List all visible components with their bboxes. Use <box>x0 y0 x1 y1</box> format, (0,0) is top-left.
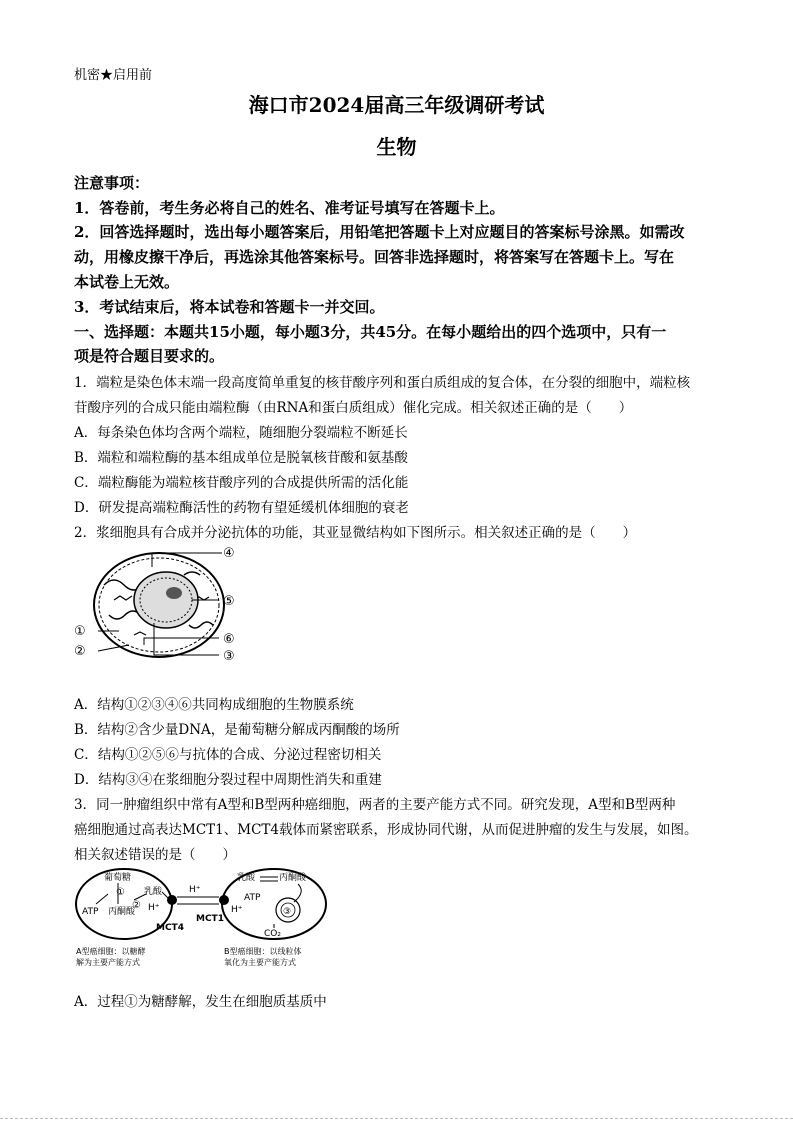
question-1-stem: 1．端粒是染色体末端一段高度简单重复的核苷酸序列和蛋白质组成的复合体，在分裂的细胞中，端粒核 <box>74 375 691 391</box>
cell-b-atp: ATP <box>244 893 261 903</box>
label-6: ⑥ <box>223 632 235 647</box>
notice-line: 1．答卷前，考生务必将自己的姓名、准考证号填写在答题卡上。 <box>74 199 505 217</box>
cell-a-pyruvate: 丙酮酸 <box>108 907 136 917</box>
question-3-stem: 相关叙述错误的是（ ） <box>74 847 236 863</box>
label-3: ③ <box>223 649 235 664</box>
notice-line: 本试卷上无效。 <box>74 273 180 291</box>
cell-b-h-ion-top: H⁺ <box>189 885 201 895</box>
cell-a-lactic-acid: 乳酸 <box>144 887 163 897</box>
exam-title: 海口市2024届高三年级调研考试 <box>248 93 545 117</box>
cell-b-lactic-acid: 乳酸 <box>237 873 256 883</box>
cell-b-caption: B型癌细胞：以线粒体 <box>224 947 302 956</box>
mct4-label: MCT4 <box>156 923 184 933</box>
question-2-option-a: A．结构①②③④⑥共同构成细胞的生物膜系统 <box>74 697 354 713</box>
exchange-arrows <box>177 897 219 904</box>
question-2-stem: 2．浆细胞具有合成并分泌抗体的功能，其亚显微结构如下图所示。相关叙述正确的是（ ） <box>74 525 637 541</box>
question-1-option-c: C．端粒酶能为端粒核苷酸序列的合成提供所需的活化能 <box>74 475 409 491</box>
cell-b-process-3: ③ <box>283 907 292 917</box>
cell-b-h-ion: H⁺ <box>231 905 243 915</box>
cell-b-co2: CO₂ <box>264 929 281 939</box>
cell-a-process-1: ① <box>116 887 125 898</box>
notice-line: 3．考试结束后，将本试卷和答题卡一并交回。 <box>74 298 385 316</box>
cell-a-process-2: ② <box>132 900 141 911</box>
question-3-option-a: A．过程①为糖酵解，发生在细胞质基质中 <box>74 994 327 1010</box>
cell-a-h-ion: H⁺ <box>148 903 160 913</box>
label-4: ④ <box>223 546 235 561</box>
cell-a-glucose: 葡萄糖 <box>104 873 132 883</box>
question-2-option-b: B．结构②含少量DNA，是葡萄糖分解成丙酮酸的场所 <box>74 722 400 738</box>
subject-title: 生物 <box>376 135 417 159</box>
label-2: ② <box>74 644 86 659</box>
question-2-option-d: D．结构③④在浆细胞分裂过程中周期性消失和重建 <box>74 772 382 788</box>
question-3-stem: 癌细胞通过高表达MCT1、MCT4载体而紧密联系，形成协同代谢，从而促进肿瘤的发生与发展，如图。 <box>74 822 698 838</box>
question-1-stem: 苷酸序列的合成只能由端粒酶（由RNA和蛋白质组成）催化完成。相关叙述正确的是（ ） <box>74 400 633 416</box>
mct1-label: MCT1 <box>196 914 224 924</box>
notice-line: 2．回答选择题时，选出每小题答案后，用铅笔把答题卡上对应题目的答案标号涂黑。如需改 <box>74 223 685 241</box>
label-5: ⑤ <box>223 594 235 609</box>
plasma-cell-diagram <box>74 545 249 670</box>
section-heading: 项是符合题目要求的。 <box>74 347 225 365</box>
question-2-option-c: C．结构①②⑤⑥与抗体的合成、分泌过程密切相关 <box>74 747 382 763</box>
section-heading: 一、选择题：本题共15小题，每小题3分，共45分。在每小题给出的四个选项中，只有一 <box>74 323 667 341</box>
question-1-option-b: B．端粒和端粒酶的基本组成单位是脱氧核苷酸和氨基酸 <box>74 450 408 466</box>
notice-line: 动，用橡皮擦干净后，再选涂其他答案标号。回答非选择题时，将答案写在答题卡上。写在 <box>74 248 675 266</box>
cell-b-pyruvate: 丙酮酸 <box>279 873 307 883</box>
question-1-option-d: D．研发提高端粒酶活性的药物有望延缓机体细胞的衰老 <box>74 500 409 516</box>
page-divider <box>0 1118 793 1119</box>
label-1: ① <box>74 624 86 639</box>
cell-b-caption: 氧化为主要产能方式 <box>224 958 296 967</box>
cell-a-caption: A型癌细胞：以糖酵 <box>76 947 146 956</box>
cell-a-caption: 解为主要产能方式 <box>76 958 140 967</box>
tumor-metabolism-diagram <box>74 864 334 974</box>
question-1-option-a: A．每条染色体均含两个端粒，随细胞分裂端粒不断延长 <box>74 425 408 441</box>
confidential-label: 机密★启用前 <box>74 68 153 83</box>
mct4-transporter <box>167 895 177 905</box>
cell-a-atp: ATP <box>82 907 99 917</box>
question-3-stem: 3．同一肿瘤组织中常有A型和B型两种癌细胞，两者的主要产能方式不同。研究发现，A型和B型两种 <box>74 797 676 813</box>
nucleus <box>134 572 198 628</box>
notice-heading: 注意事项： <box>74 174 150 192</box>
